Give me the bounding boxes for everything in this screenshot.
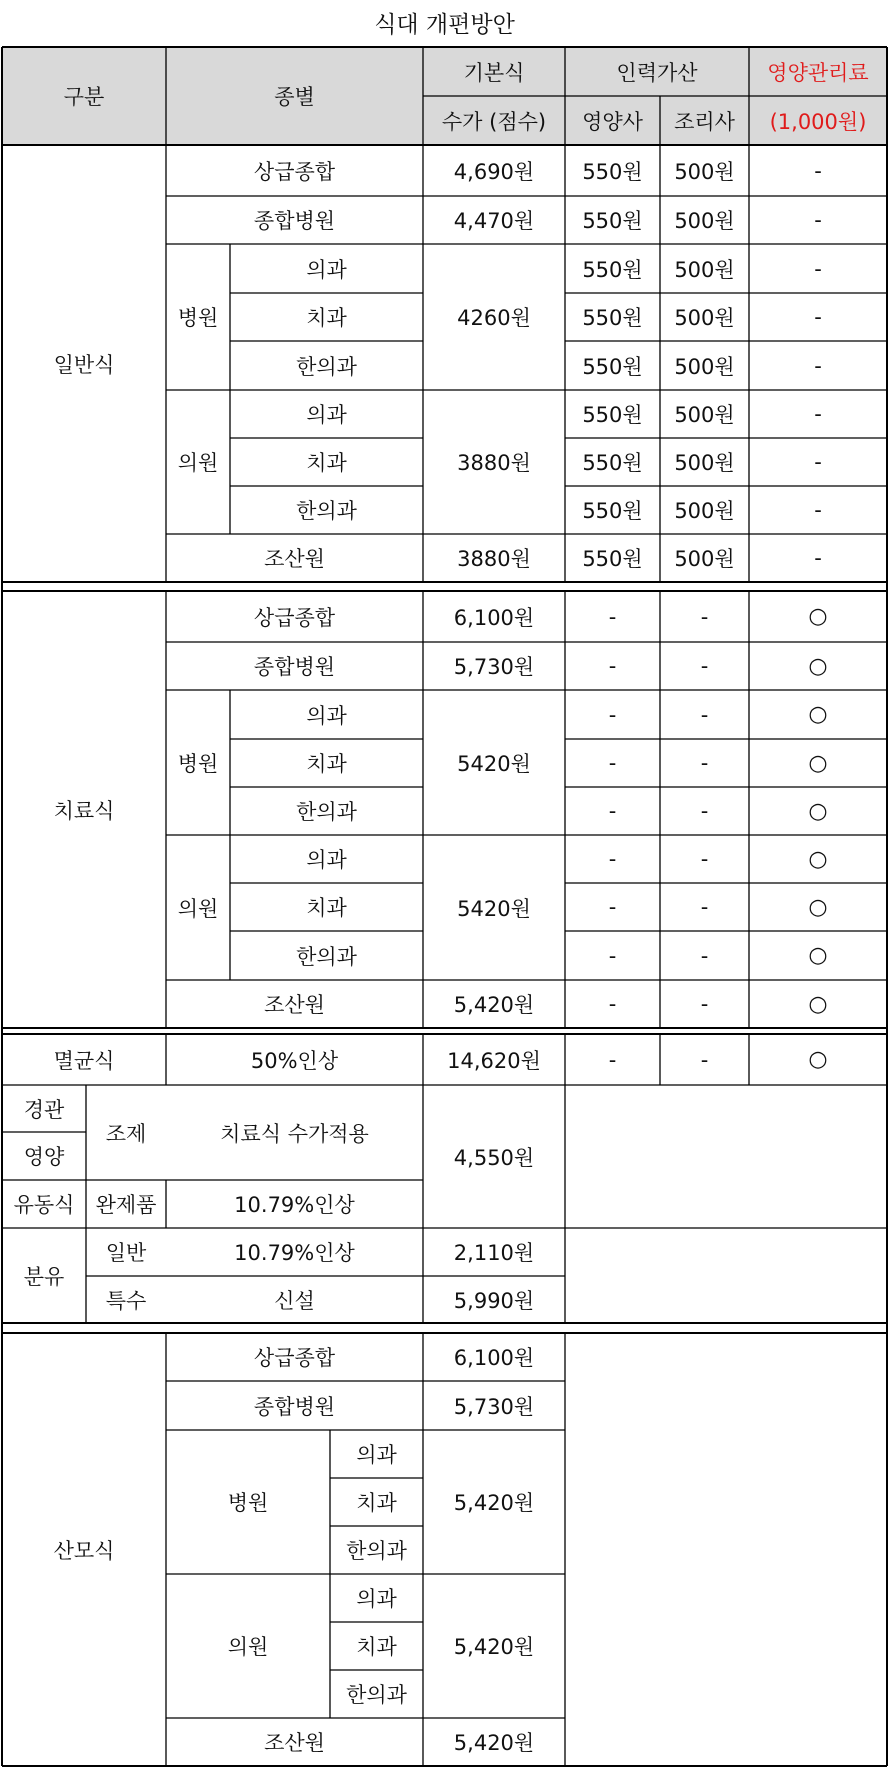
formula-special: 특수 [105,1288,147,1313]
mgmt-cell: ○ [808,604,828,629]
row-label: 상급종합 [253,159,336,184]
row-label: 의과 [306,403,347,427]
header-nutritionist: 영양사 [582,109,643,134]
nutritionist-cell: 550원 [582,354,643,379]
cook-cell: 500원 [674,257,735,282]
row-label: 한의과 [296,800,357,824]
row-label: 치과 [356,1635,397,1659]
price-cell: 5420원 [457,896,531,921]
nutritionist-cell: 550원 [582,159,643,184]
price-cell: 4,470원 [453,209,535,233]
sterile-price: 14,620원 [447,1048,541,1073]
tube-label-3: 유동식 [13,1193,75,1217]
price-cell: 5,730원 [453,655,535,679]
mgmt-cell: - [814,158,822,183]
mgmt-cell: ○ [808,991,828,1017]
price-cell: 3880원 [457,451,531,475]
row-label: 한의과 [296,354,357,379]
formula-special-price: 5,990원 [453,1288,535,1313]
mgmt-cell: - [814,498,822,522]
header-basic: 기본식 [463,60,525,85]
mgmt-cell: ○ [808,894,828,920]
header-cook: 조리사 [674,109,735,134]
cook-cell: 500원 [674,451,735,475]
nutritionist-cell: - [608,992,617,1016]
tube-joje: 조제 [105,1121,147,1146]
row-label: 의과 [306,848,347,872]
cook-cell: 500원 [674,159,735,184]
price-cell: 5,420원 [453,1635,535,1659]
formula-general-price: 2,110원 [453,1241,535,1265]
header-gubun: 구분 [63,85,105,109]
cook-cell: - [700,847,709,871]
cook-cell: - [700,604,709,629]
section-label: 일반식 [53,352,115,377]
section-label: 산모식 [53,1538,115,1563]
nutritionist-cell: - [608,751,617,775]
price-cell: 5,420원 [453,993,535,1017]
nutritionist-cell: - [608,943,617,968]
price-cell: 4,690원 [453,159,535,184]
price-cell: 3880원 [457,547,531,571]
mgmt-cell: ○ [808,653,828,679]
mgmt-cell: - [814,256,822,281]
header-nutrition-fee-amount: (1,000원) [769,109,867,134]
mgmt-cell: - [814,450,822,474]
header-nutrition-fee: 영양관리료 [767,60,869,85]
row-label: 한의과 [296,499,357,523]
mgmt-cell: ○ [808,798,828,824]
row-label: 조산원 [264,1731,325,1755]
nutritionist-cell: 550원 [582,451,643,475]
cook-cell: - [700,943,709,968]
sterile-desc: 50%인상 [250,1048,339,1073]
mgmt-cell: - [814,546,822,570]
cook-cell: 500원 [674,209,735,233]
price-cell: 6,100원 [453,1346,535,1370]
row-label: 치과 [356,1491,397,1515]
mgmt-cell: - [814,402,822,426]
sterile-label: 멸균식 [53,1048,115,1073]
tube-finished-desc: 10.79%인상 [234,1193,355,1217]
cook-cell: - [700,751,709,775]
group-label: 의원 [227,1635,269,1659]
nutritionist-cell: - [608,654,617,678]
header-basic-sub: 수가 (점수) [441,109,547,134]
tube-finished: 완제품 [95,1193,157,1217]
nutritionist-cell: 550원 [582,209,643,233]
mgmt-cell: ○ [808,846,828,872]
mgmt-cell: ○ [808,943,828,968]
price-cell: 5,730원 [453,1394,535,1419]
sterile-nutritionist: - [608,1047,617,1072]
row-label: 의과 [356,1443,397,1467]
price-cell: 5,420원 [453,1731,535,1755]
nutritionist-cell: 550원 [582,499,643,523]
nutritionist-cell: - [608,799,617,823]
group-label: 병원 [177,306,219,330]
cook-cell: - [700,895,709,919]
row-label: 종합병원 [253,1394,336,1419]
row-label: 한의과 [346,1539,407,1563]
row-label: 한의과 [346,1683,407,1707]
nutritionist-cell: 550원 [582,547,643,571]
cook-cell: 500원 [674,354,735,379]
formula-label: 분유 [23,1264,65,1289]
row-label: 의과 [306,257,347,282]
row-label: 조산원 [264,993,325,1017]
row-label: 치과 [306,752,347,776]
nutritionist-cell: 550원 [582,257,643,282]
row-label: 의과 [306,703,347,728]
cook-cell: 500원 [674,306,735,330]
price-cell: 6,100원 [453,605,535,630]
mgmt-cell: - [814,353,822,378]
row-label: 종합병원 [253,209,336,233]
row-label: 의과 [356,1587,397,1611]
group-label: 병원 [177,751,219,776]
cook-cell: 500원 [674,403,735,427]
cook-cell: - [700,654,709,678]
row-label: 종합병원 [253,655,336,679]
mgmt-cell: ○ [808,702,828,727]
row-label: 치과 [306,896,347,920]
sterile-mgmt: ○ [808,1047,828,1072]
formula-special-desc: 신설 [274,1288,315,1313]
formula-general-desc: 10.79%인상 [234,1241,355,1265]
cook-cell: - [700,799,709,823]
tube-label-2: 영양 [23,1145,65,1169]
tube-price: 4,550원 [453,1145,535,1170]
nutritionist-cell: 550원 [582,403,643,427]
group-label: 의원 [177,896,219,921]
tube-label-1: 경관 [23,1097,65,1122]
formula-general: 일반 [105,1241,147,1265]
header-staff: 인력가산 [616,60,698,85]
group-label: 의원 [177,451,219,475]
cook-cell: - [700,992,709,1016]
row-label: 한의과 [296,944,357,969]
row-label: 조산원 [264,547,325,571]
mgmt-cell: - [814,305,822,329]
price-cell: 5420원 [457,751,531,776]
mgmt-cell: - [814,208,822,232]
price-cell: 5,420원 [453,1491,535,1515]
tube-joje-desc: 치료식 수가적용 [220,1121,369,1146]
row-label: 치과 [306,306,347,330]
sterile-cook: - [700,1047,709,1072]
mgmt-cell: ○ [808,750,828,776]
row-label: 상급종합 [253,605,336,630]
cook-cell: 500원 [674,499,735,523]
row-label: 치과 [306,451,347,475]
nutritionist-cell: 550원 [582,306,643,330]
row-label: 상급종합 [253,1346,336,1370]
cook-cell: 500원 [674,547,735,571]
nutritionist-cell: - [608,847,617,871]
page-title: 식대 개편방안 [374,11,515,38]
group-label: 병원 [227,1491,269,1515]
nutritionist-cell: - [608,702,617,727]
price-cell: 4260원 [457,306,531,330]
header-jongbyeol: 종별 [274,85,315,109]
nutritionist-cell: - [608,604,617,629]
cook-cell: - [700,702,709,727]
section-label: 치료식 [53,798,115,823]
nutritionist-cell: - [608,895,617,919]
